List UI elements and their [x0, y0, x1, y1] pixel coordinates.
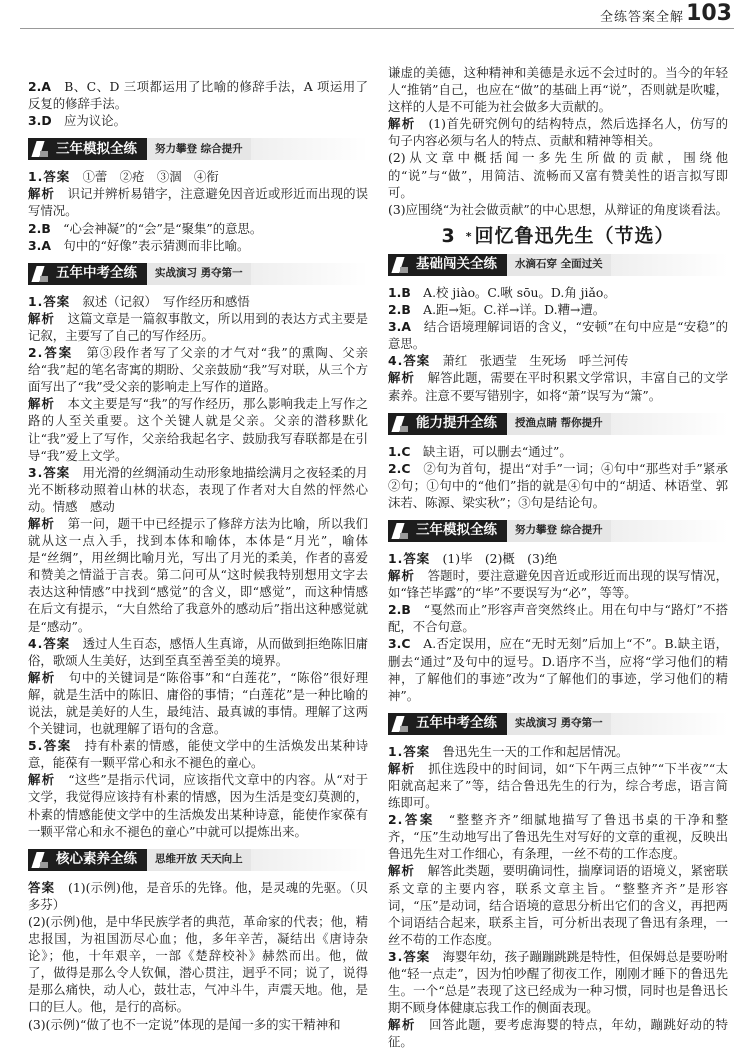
answer-text: 叙述（记叙） 写作经历和感悟: [82, 293, 250, 309]
answer-label: 2.答案: [28, 345, 74, 361]
answer-text: 句中的“好像”表示猜测而非比喻。: [63, 237, 250, 253]
answer-label: 解析: [28, 310, 56, 326]
answer-label: 2.B: [388, 302, 411, 318]
answer-label: 解析: [388, 370, 416, 386]
answer-label: 2.A: [28, 79, 51, 94]
section-title: 核心素养全练: [56, 851, 137, 868]
answer-text: ②句为首句，提出“对手”一词；④句中“那些对手”紧承②句；①句中的“他们”指的就是④句中的“胡适、林语堂、郭沫若、陈源、梁实秋”；③句是结论句。: [388, 460, 729, 510]
left-top-answers: [28, 78, 368, 129]
answer-label: 解析: [28, 396, 56, 412]
section-subtitle: 实战演习 勇夺第一: [507, 713, 611, 735]
right-column: [388, 64, 728, 1051]
answer-text: 第一问，题干中已经提示了修辞方法为比喻，所以我们就从这一点入手，找到本体和喻体，本体是“月光”，喻体是“丝绸”，用丝绸比喻月光，写出了月光的柔美，作者的喜爱和赞美之情溢于言表。第二问可从“这时候我特别想用文字去表达这种情感”中找到“感觉”的含义，即“感觉”，而这种情感在后文有提示，“大自然给了我意外的感动后”指出这种感觉就是“感动”。: [28, 515, 369, 634]
answer-text: B、C、D 三项都运用了比喻的修辞手法，A 项运用了反复的修辞手法。: [28, 79, 368, 112]
left-sec2-answers: [28, 293, 368, 840]
answer-label: 2.答案: [388, 812, 435, 828]
answer-label: 1.B: [388, 284, 411, 300]
answer-line: [28, 310, 368, 344]
answer-text: 缺主语，可以删去“通过”。: [422, 443, 572, 459]
answer-text: 回答此题，要考虑海婴的特点，年幼，蹦跳好动的特征。: [388, 1017, 729, 1050]
answer-text: 句中的关键词是“陈俗事”和“白莲花”，“陈俗”很好理解，就是生活中的陈旧、庸俗的事情；“白莲花”是一种比喻的说法，就是美好的人生，最纯洁、最真诚的事情。理解了这两个关键词，也就理解了语句的含意。: [28, 669, 369, 737]
answer-line: [388, 318, 728, 352]
section-mark-icon: [394, 716, 408, 732]
answer-label: 解析: [388, 760, 416, 776]
answer-line: [28, 771, 368, 839]
answer-text: “这些”是指示代词，应该指代文章中的内容。从“对于文学，我觉得应该持有朴素的情感，因为生活是变幻莫测的，朴素的情感能使文学中的生活焕发出某种诗意，能使作家葆有一颗平常心和永不褪色的童心”中就可以提炼出来。: [28, 772, 368, 839]
answer-text: 萧红 张迺莹 生死场 呼兰河传: [442, 353, 629, 369]
section-title: 能力提升全练: [416, 415, 497, 432]
answer-line: [28, 237, 368, 254]
section-mark-icon: [394, 416, 408, 432]
answer-label: 解析: [388, 116, 416, 132]
answer-text: 谦虚的美德，这种精神和美德是永远不会过时的。当今的年轻人“推销”自己，也应在“做”的基础上再“说”，否则就是吹嘘，这样的人是不可能为社会做多大贡献的。: [388, 65, 728, 115]
answer-line: [388, 862, 728, 947]
section-subtitle: 努力攀登 综合提升: [147, 138, 251, 160]
answer-text: “戛然而止”形容声音突然终止。用在句中与“路灯”不搭配，不合句意。: [388, 602, 728, 635]
section-header-wunian-right: [388, 711, 728, 737]
answer-line: [28, 112, 368, 129]
answer-line: [28, 879, 368, 913]
answer-line: [28, 344, 368, 395]
answer-line: [28, 168, 368, 185]
answer-line: [28, 635, 368, 669]
right-top-answers: [388, 64, 728, 218]
answer-label: 5.答案: [28, 738, 72, 754]
answer-text: “心会神凝”的“会”是“聚集”的意思。: [63, 220, 263, 236]
left-sec1-answers: [28, 168, 368, 253]
answer-label: 解析: [388, 568, 416, 584]
answer-text: 透过人生百态，感悟人生真谛，从而做到拒绝陈旧庸俗，歌颂人生美好，达到至真至善至美的境界。: [28, 635, 369, 668]
answer-line: [28, 293, 368, 310]
answer-text: 持有朴素的情感，能使文学中的生活焕发出某种诗意，能葆有一颗平常心和永不褪色的童心。: [28, 738, 368, 771]
answer-text: 鲁迅先生一天的工作和起居情况。: [442, 743, 629, 759]
answer-text: 这篇文章是一篇叙事散文，所以用到的表达方式主要是记叙，主要写了自己的写作经历。: [28, 310, 369, 343]
section-title: 三年模拟全练: [56, 140, 137, 157]
right-sec4-answers: [388, 743, 728, 1051]
answer-line: [28, 913, 368, 1016]
answer-text: A.距→矩。C.祥→详。D.糟→遭。: [423, 302, 606, 318]
section-header-jichu: [388, 252, 728, 278]
section-header-nengli: [388, 411, 728, 437]
section-subtitle: 思维开放 天天向上: [147, 849, 251, 871]
answer-label: 3.A: [28, 237, 51, 253]
answer-label: 2.B: [388, 602, 411, 618]
answer-label: 4.答案: [388, 353, 431, 369]
lesson-star: *: [465, 229, 473, 243]
answer-label: 解析: [388, 863, 416, 879]
answer-text: (2)从文章中概括闻一多先生所做的贡献，围绕他的“说”与“做”，用简洁、流畅而又富有赞美性的语言拟写即可。: [388, 150, 728, 200]
answer-line: [388, 352, 728, 369]
section-header-wunian: [28, 261, 368, 287]
section-mark-icon: [394, 523, 408, 539]
answer-text: (2)(示例)他，是中华民族学者的典范，革命家的代表；他，精忠报国，为祖国沥尽心血；他，多年辛苦，凝结出《唐诗杂论》；他，十年艰辛，一部《楚辞校补》赫然而出。他，做了，做得是那么令人钦佩，潜心贯注，迥乎不同；说了，说得是那么痛快，动人心，鼓壮志，气冲斗牛，声震天地。他，是口的巨人。他，是行的高标。: [28, 913, 368, 1015]
answer-label: 3.答案: [28, 464, 71, 480]
right-sec1-answers: [388, 284, 728, 404]
answer-text: ①蕾 ②疮 ③涸 ④衔: [82, 169, 219, 185]
answer-text: (1)(示例)他，是音乐的先锋。他，是灵魂的先驱。（贝多芬）: [28, 879, 369, 912]
answer-text: 本文主要是写“我”的写作经历，那么影响我走上写作之路的人至关重要。这个关键人就是父亲。父亲的潜移默化让“我”爱上了写作，父亲给我起名字、鼓励我写春联都是在引导“我”爱上文学。: [28, 396, 369, 463]
answer-label: 1.答案: [28, 169, 71, 185]
answer-text: (1)毕 (2)概 (3)绝: [442, 550, 558, 566]
left-column: [28, 78, 368, 1033]
section-title: 五年中考全练: [416, 715, 497, 732]
answer-label: 1.C: [388, 443, 411, 459]
section-header-hexin: [28, 847, 368, 873]
answer-line: [28, 464, 368, 515]
answer-label: 4.答案: [28, 635, 71, 651]
section-title: 基础闯关全练: [416, 256, 497, 273]
answer-line: [388, 743, 728, 760]
answer-label: 2.C: [388, 460, 411, 476]
answer-label: 解析: [388, 1017, 417, 1033]
answer-line: [388, 301, 728, 318]
section-mark-icon: [34, 141, 48, 157]
answer-text: (1)首先研究例句的结构特点，然后选择名人，仿写的句子内容必须与名人的特点、贡献和精神等相关。: [388, 116, 729, 149]
section-mark-icon: [394, 257, 408, 273]
answer-text: A.校 jiào。C.啾 sōu。D.角 jiǎo。: [423, 284, 616, 300]
header-title: 全练答案全解: [599, 10, 684, 25]
answer-line: [28, 1016, 368, 1033]
answer-line: [388, 601, 728, 635]
answer-text: 解答此类题，要明确词性，揣摩词语的语境义，紧密联系文章的主要内容，联系文章主旨。“整整齐齐”是形容词，“压”是动词，结合语境的意思分析出它们的含义，再把两个词语结合起来，联系主旨，可分析出表现了鲁迅有条理，一丝不苟的工作态度。: [388, 863, 729, 947]
lesson-number: 3: [441, 224, 456, 247]
answer-line: [28, 395, 368, 463]
answer-label: 3.A: [388, 319, 411, 335]
section-mark-icon: [34, 852, 48, 868]
answer-line: [388, 201, 728, 218]
answer-line: [388, 149, 728, 200]
answer-line: [388, 369, 728, 403]
answer-line: [28, 737, 368, 771]
answer-text: 第③段作者写了父亲的才气对“我”的熏陶、父亲给“我”起的笔名寄寓的期盼、父亲鼓励“我”写对联，从三个方面写出了“我”受父亲的影响走上写作的道路。: [28, 345, 368, 395]
answer-text: 应为议论。: [64, 113, 126, 129]
left-sec3-answers: [28, 879, 368, 1033]
page-number: 103: [686, 1, 732, 26]
answer-label: 解析: [28, 669, 56, 685]
lesson-title: [388, 224, 728, 247]
header-rule: [20, 28, 734, 29]
answer-line: [28, 669, 368, 737]
answer-line: [388, 760, 728, 811]
answer-label: 答案: [28, 879, 56, 895]
section-title: 三年模拟全练: [416, 522, 497, 539]
answer-line: [28, 515, 368, 635]
answer-line: [388, 460, 728, 511]
section-title: 五年中考全练: [56, 265, 137, 282]
answer-label: 解析: [28, 186, 56, 202]
lesson-name: 回忆鲁迅先生（节选）: [474, 224, 675, 247]
answer-text: 海婴年幼，孩子蹦蹦跳跳是特性，但保姆总是要吩咐他“轻一点走”，因为怕吵醒了彻夜工作，刚刚才睡下的鲁迅先生。一个“总是”表现了这已经成为一种习惯，同时也是鲁迅长期不顾身体健康忘我工作的侧面表现。: [388, 948, 729, 1016]
section-subtitle: 水滴石穿 全面过关: [507, 254, 611, 276]
answer-text: 结合语境理解词语的含义，“安顿”在句中应是“安稳”的意思。: [388, 319, 728, 352]
answer-text: 抓住选段中的时间词，如“下午两三点钟”“下半夜”“太阳就高起来了”等，结合鲁迅先生的行为，综合考虑，语言简练即可。: [388, 760, 728, 811]
answer-line: [388, 635, 728, 703]
answer-line: [388, 811, 728, 862]
answer-line: [388, 64, 728, 115]
page-header: [0, 0, 750, 26]
right-sec2-answers: [388, 443, 728, 511]
answer-text: 答题时，要注意避免因音近或形近而出现的误写情况，如“锋芒毕露”的“毕”不要误写为“必”，等等。: [388, 568, 729, 601]
answer-label: 3.D: [28, 113, 52, 129]
answer-text: 用光滑的丝绸涌动生动形象地描绘满月之夜轻柔的月光不断移动照着山林的状态，表现了作者对大自然的怦然心动。情感 感动: [28, 464, 369, 514]
answer-text: 识记并辨析易错字，注意避免因音近或形近而出现的误写情况。: [28, 186, 369, 219]
answer-label: 2.B: [28, 220, 51, 236]
right-sec3-answers: [388, 550, 728, 704]
answer-label: 1.答案: [388, 550, 431, 566]
section-subtitle: 努力攀登 综合提升: [507, 520, 611, 542]
answer-line: [28, 220, 368, 237]
section-subtitle: 实战演习 勇夺第一: [147, 263, 251, 285]
answer-label: 3.C: [388, 636, 411, 652]
section-header-sannian-right: [388, 518, 728, 544]
answer-label: 解析: [28, 772, 56, 788]
answer-text: 解答此题，需要在平时积累文学常识，丰富自己的文学素养。注意不要写错别字，如将“萧”误写为“箫”。: [388, 370, 729, 403]
answer-label: 1.答案: [28, 293, 71, 309]
answer-line: [388, 550, 728, 567]
section-mark-icon: [34, 266, 48, 282]
answer-text: “整整齐齐”细腻地描写了鲁迅书桌的干净和整齐，“压”生动地写出了鲁迅先生对写好的文章的重视，反映出鲁迅先生对工作细心，有条理，一丝不苟的工作态度。: [388, 812, 728, 862]
answer-line: [388, 115, 728, 149]
answer-line: [28, 185, 368, 219]
answer-label: 3.答案: [388, 948, 431, 964]
section-header-sannian: [28, 136, 368, 162]
section-subtitle: 授渔点睛 帮你提升: [507, 413, 611, 435]
answer-line: [388, 1016, 728, 1050]
answer-line: [388, 948, 728, 1016]
answer-label: 解析: [28, 515, 56, 531]
answer-text: (3)(示例)“做了也不一定说”体现的是闻一多的实干精神和: [28, 1016, 341, 1032]
answer-line: [388, 567, 728, 601]
answer-line: [28, 78, 368, 112]
answer-text: A.否定误用，应在“无时无刻”后加上“不”。B.缺主语，删去“通过”及句中的逗号。D.语序不当，应将“学习他们的精神，了解他们的事迹”改为“了解他们的事迹，学习他们的精神”。: [388, 636, 728, 703]
answer-label: 1.答案: [388, 743, 431, 759]
answer-line: [388, 284, 728, 301]
answer-line: [388, 443, 728, 460]
answer-text: (3)应围绕“为社会做贡献”的中心思想，从辩证的角度谈看法。: [388, 201, 728, 217]
